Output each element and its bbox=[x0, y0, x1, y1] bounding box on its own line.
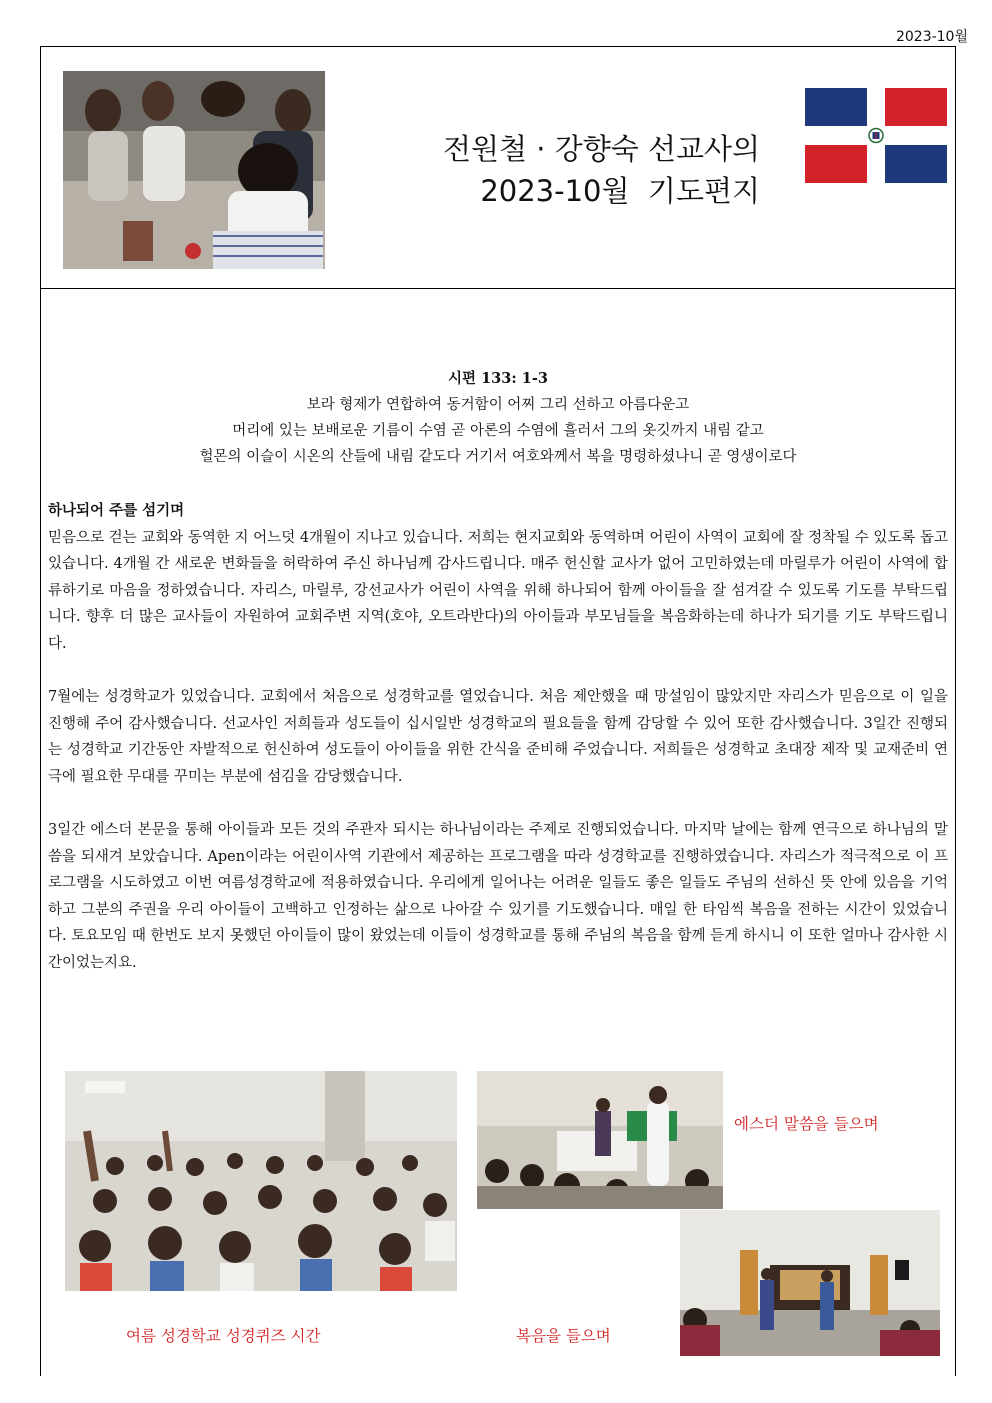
psalm-passage bbox=[44, 366, 952, 470]
listening-gospel-photo bbox=[680, 1210, 940, 1356]
header-divider bbox=[40, 288, 956, 289]
children-praying-photo bbox=[63, 71, 325, 269]
title-line-2: 2023-10월 기도편지 bbox=[480, 174, 760, 208]
section-heading: 하나되어 주를 섬기며 bbox=[48, 502, 185, 519]
psalm-reference: 시편 133: 1-3 bbox=[448, 370, 548, 387]
body-paragraph: 7월에는 성경학교가 있었습니다. 교회에서 처음으로 성경학교를 열었습니다. 처음 제안했을 때 망설임이 많았지만 자리스가 믿음으로 이 일을 진행해 주어 감사했습니다. 선교사인 저희들과 성도들이 십시일반 성경학교의 필요들을 함께 감당할 수 있어 또한 감사했습니다. 3일간 진행되는 성경학교 기간동안 자발적으로 헌신하여 성도들이 아이들을 위한 간식을 준비해 주었습니다. 저희들은 성경학교 초대장 제작 및 교재준비 연극에 필요한 무대를 꾸미는 부분에 섬김을 감당했습니다. bbox=[48, 689, 948, 785]
psalm-line: 헐몬의 이슬이 시온의 산들에 내림 같도다 거기서 여호와께서 복을 명령하셨나니 곧 영생이로다 bbox=[199, 449, 797, 465]
letter-title bbox=[340, 128, 760, 212]
psalm-line: 보라 형제가 연합하여 동거함이 어찌 그리 선하고 아름다운고 bbox=[306, 397, 690, 413]
esther-caption: 에스더 말씀을 들으며 bbox=[734, 1115, 879, 1133]
letter-date: 2023-10월 bbox=[895, 29, 968, 45]
psalm-line: 머리에 있는 보배로운 기름이 수염 곧 아론의 수염에 흘러서 그의 옷깃까지 내림 같고 bbox=[232, 423, 764, 439]
gospel-caption: 복음을 들으며 bbox=[516, 1327, 611, 1345]
title-line-1: 전원철 · 강향숙 선교사의 bbox=[442, 132, 760, 166]
esther-message-photo bbox=[477, 1071, 723, 1209]
letter-body bbox=[48, 498, 948, 1003]
body-paragraph: 3일간 에스더 본문을 통해 아이들과 모든 것의 주관자 되시는 하나님이라는 주제로 진행되었습니다. 마지막 날에는 함께 연극으로 하나님의 말씀을 되새겨 보았습니다. Apen이라는 어린이사역 기관에서 제공하는 프로그램을 따라 성경학교를 진행하였습니다. 자리스가 적극적으로 이 프로그램을 시도하였고 이번 여름성경학교에 적용하였습니다. 우리에게 일어나는 어려운 일들도 좋은 일들도 주님의 선하신 뜻 안에 있음을 기억하고 그분의 주권을 우리 아이들이 고백하고 인정하는 삶으로 나아갈 수 있기를 기도했습니다. 매일 한 타임씩 복음을 전하는 시간이 있었습니다. 토요모임 때 한번도 보지 못했던 아이들이 많이 왔었는데 이들이 성경학교를 통해 주님의 복음을 함께 듣게 하시니 이 또한 얼마나 감사한 시간이었는지요. bbox=[48, 822, 948, 971]
bible-quiz-caption: 여름 성경학교 성경퀴즈 시간 bbox=[126, 1327, 321, 1345]
dominican-republic-flag-icon bbox=[805, 88, 947, 183]
body-paragraph: 믿음으로 걷는 교회와 동역한 지 어느덧 4개월이 지나고 있습니다. 저희는 현지교회와 동역하며 어린이 사역이 교회에 잘 정착될 수 있도록 돕고 있습니다. 4개월 간 새로운 변화들을 허락하여 주신 하나님께 감사드립니다. 매주 헌신할 교사가 없어 고민하였는데 마릴루가 어린이 사역에 합류하기로 마음을 정하였습니다. 자리스, 마릴루, 강선교사가 어린이 사역을 위해 하나되어 함께 아이들을 잘 섬겨갈 수 있도록 기도를 부탁드립니다. 향후 더 많은 교사들이 자원하여 교회주변 지역(호야, 오트라반다)의 아이들과 부모님들을 복음화하는데 하나가 되기를 기도 부탁드립니다. bbox=[48, 529, 948, 652]
bible-quiz-photo bbox=[65, 1071, 457, 1291]
